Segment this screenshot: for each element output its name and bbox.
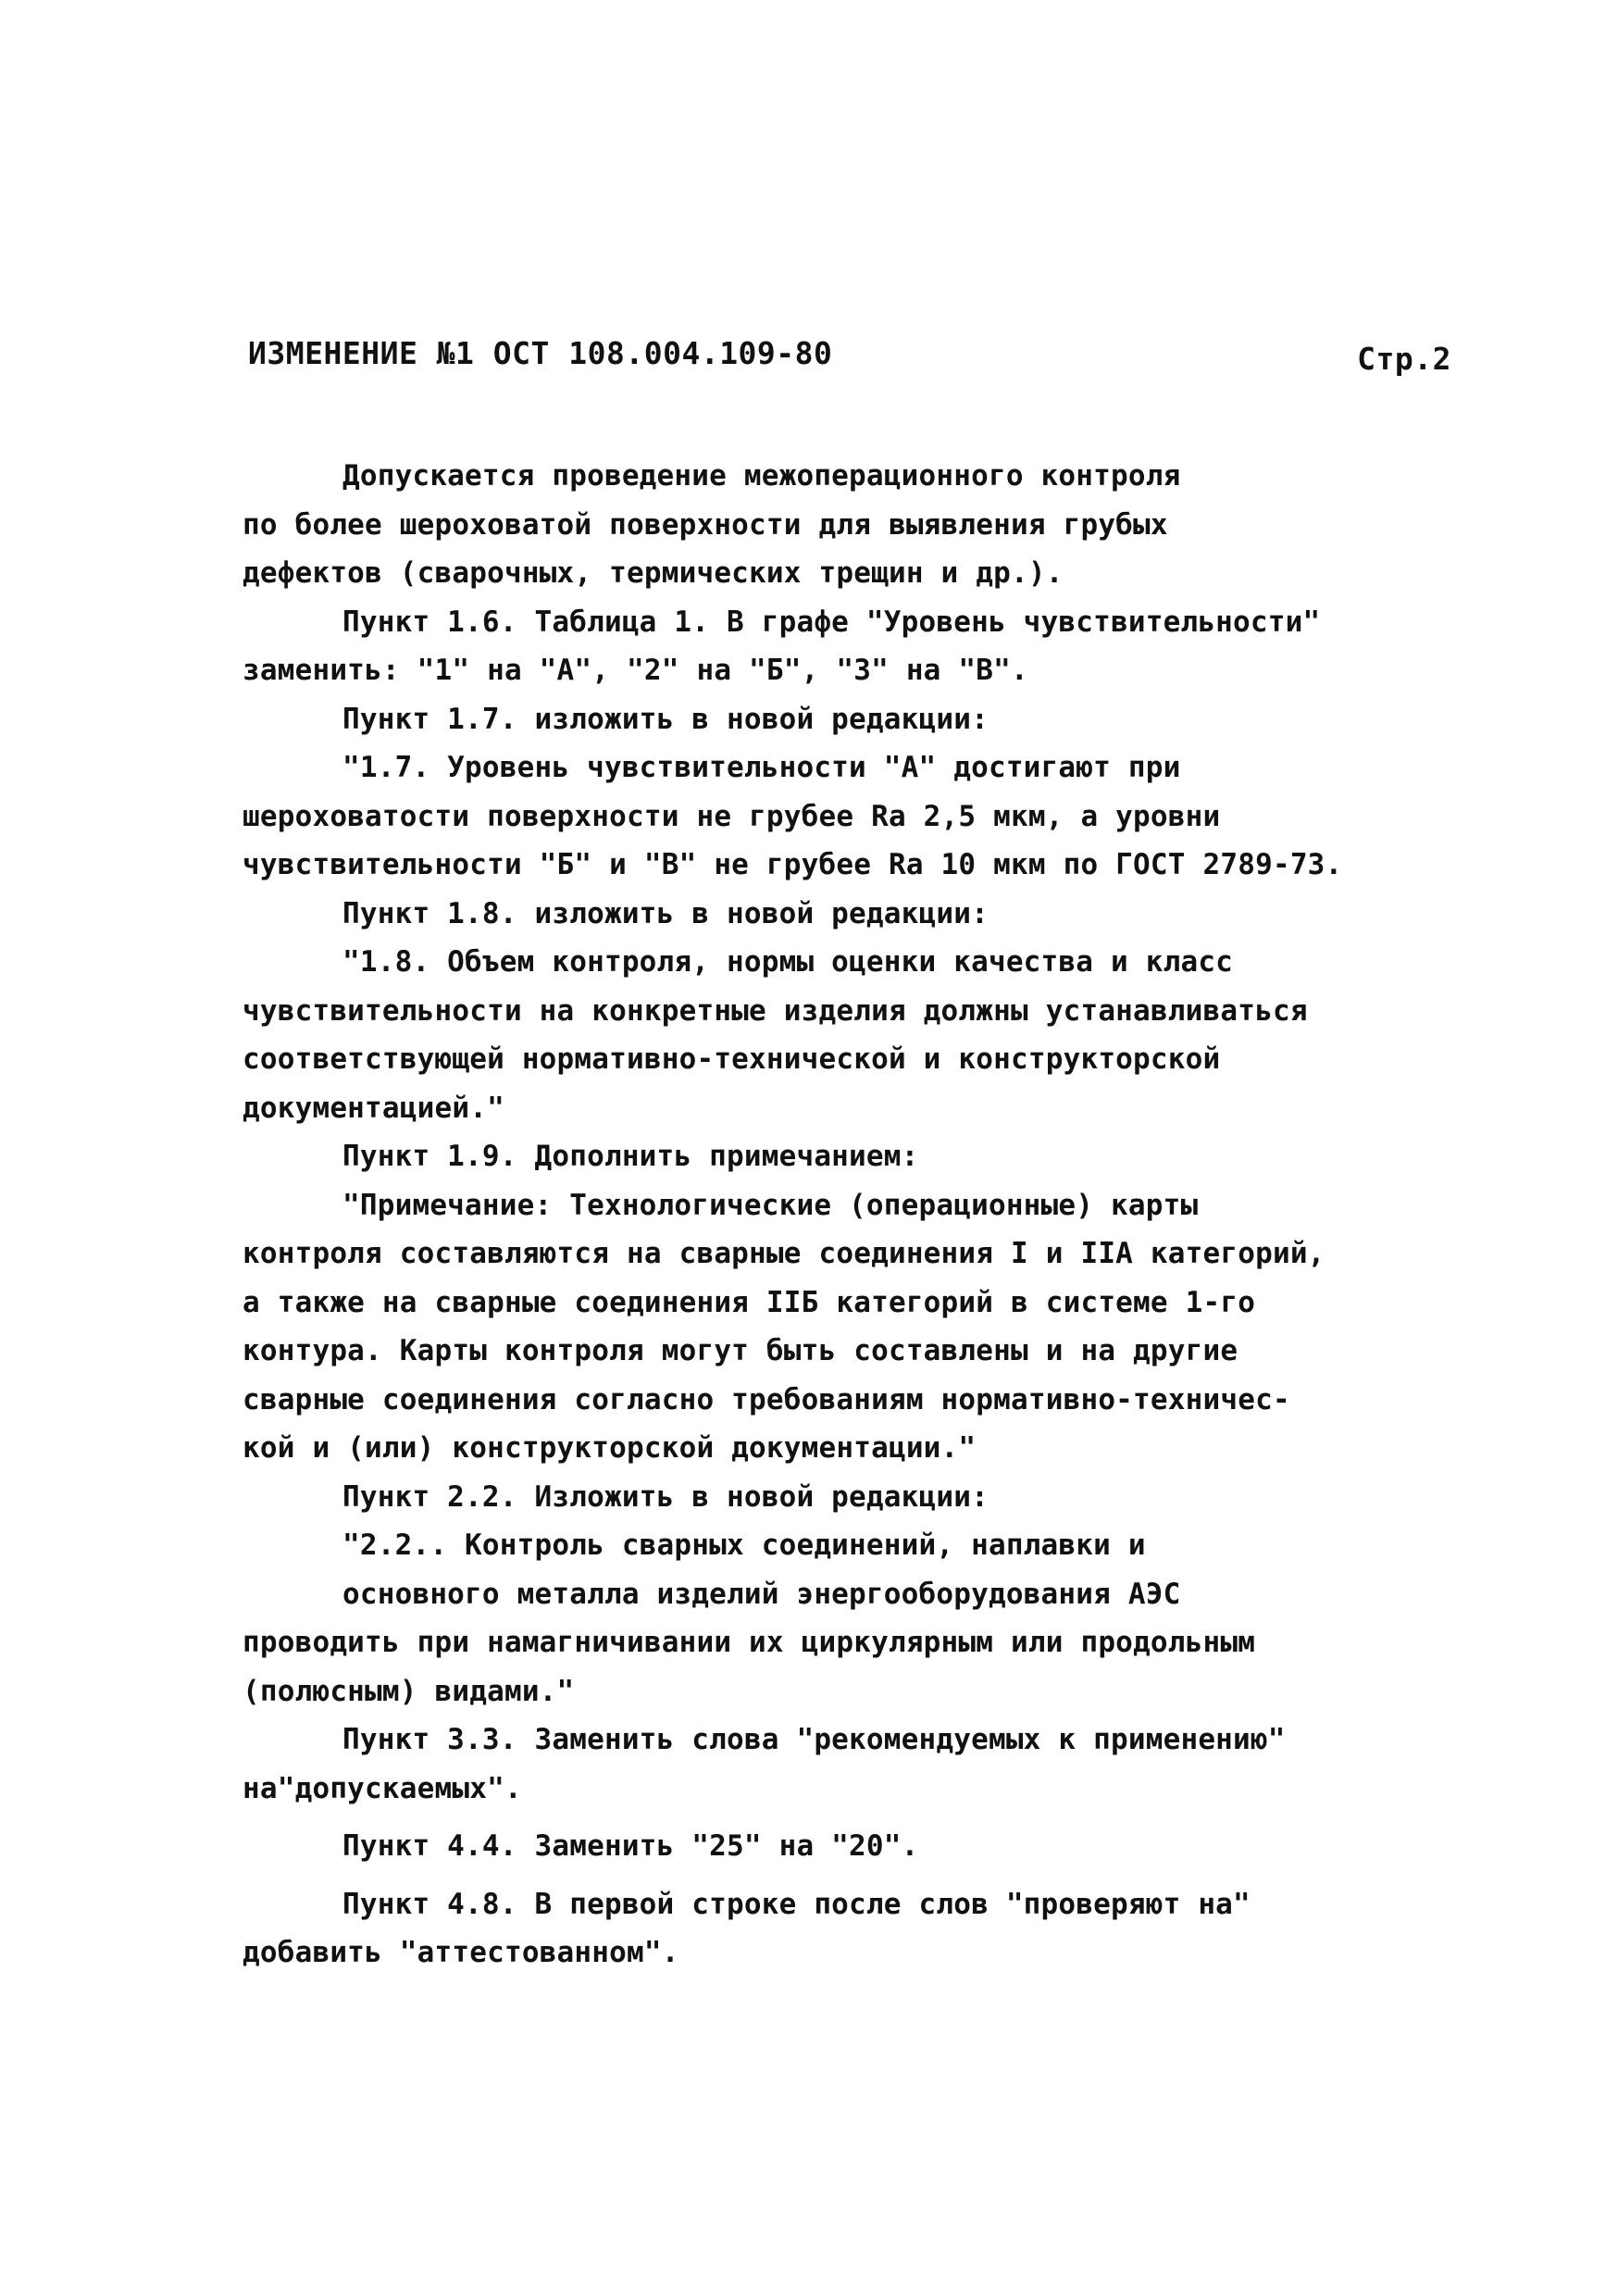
text-line: заменить: "1" на "А", "2" на "Б", "3" на "В".: [243, 654, 1028, 687]
text-line: "Примечание: Технологические (операционные) карты: [342, 1188, 1199, 1222]
text-line: на"допускаемых".: [243, 1771, 522, 1805]
text-line: Пункт 3.3. Заменить слова "рекомендуемых к применению": [342, 1723, 1286, 1756]
text-line: кой и (или) конструкторской документации.": [243, 1431, 977, 1465]
text-line: а также на сварные соединения IIБ категорий в системе 1-го: [243, 1285, 1256, 1319]
page-number: Стр.2: [1357, 341, 1451, 377]
text-line: Пункт 2.2. Изложить в новой редакции:: [342, 1479, 989, 1514]
text-line: Пункт 1.9. Дополнить примечанием:: [342, 1140, 919, 1173]
text-line: Пункт 1.6. Таблица 1. В графе "Уровень чувствительности": [342, 605, 1321, 639]
document-body: [243, 452, 1474, 1978]
text-line: Пункт 1.7. изложить в новой редакции:: [342, 702, 989, 736]
text-line: контура. Карты контроля могут быть составлены и на другие: [243, 1334, 1238, 1367]
text-line: чувствительности "Б" и "В" не грубее Ra 10 мкм по ГОСТ 2789-73.: [243, 848, 1343, 881]
text-line: контроля составляются на сварные соединения I и IIА категорий,: [243, 1237, 1326, 1270]
text-line: добавить "аттестованном".: [243, 1936, 679, 1969]
text-line: "1.8. Объем контроля, нормы оценки качества и класс: [342, 945, 1234, 979]
document-designation: ИЗМЕНЕНИЕ №1 ОСТ 108.004.109-80: [248, 335, 833, 371]
text-line: соответствующей нормативно-технической и конструкторской: [243, 1042, 1221, 1076]
text-line: Допускается проведение межоперационного контроля: [342, 459, 1181, 493]
text-line: (полюсным) видами.": [243, 1674, 575, 1708]
text-line: по более шероховатой поверхности для выявления грубых: [243, 507, 1168, 542]
text-line: шероховатости поверхности не грубее Ra 2,5 мкм, а уровни: [243, 799, 1221, 833]
text-line: Пункт 4.8. В первой строке после слов "проверяют на": [342, 1887, 1251, 1921]
text-line: Пункт 1.8. изложить в новой редакции:: [342, 896, 989, 930]
text-line: "1.7. Уровень чувствительности "А" достигают при: [342, 751, 1181, 784]
text-line: проводить при намагничивании их циркулярным или продольным: [243, 1626, 1256, 1659]
text-line: "2.2.. Контроль сварных соединений, наплавки и: [342, 1529, 1146, 1562]
text-line: чувствительности на конкретные изделия должны устанавливаться: [243, 993, 1308, 1028]
text-line: документацией.": [243, 1091, 504, 1125]
page-header: [248, 335, 1451, 391]
text-line: Пункт 4.4. Заменить "25" на "20".: [342, 1829, 919, 1863]
text-line: сварные соединения согласно требованиям нормативно-техничес-: [243, 1382, 1290, 1416]
text-line: основного металла изделий энергооборудования АЭС: [342, 1577, 1181, 1611]
text-line: дефектов (сварочных, термических трещин и др.).: [243, 556, 1064, 590]
